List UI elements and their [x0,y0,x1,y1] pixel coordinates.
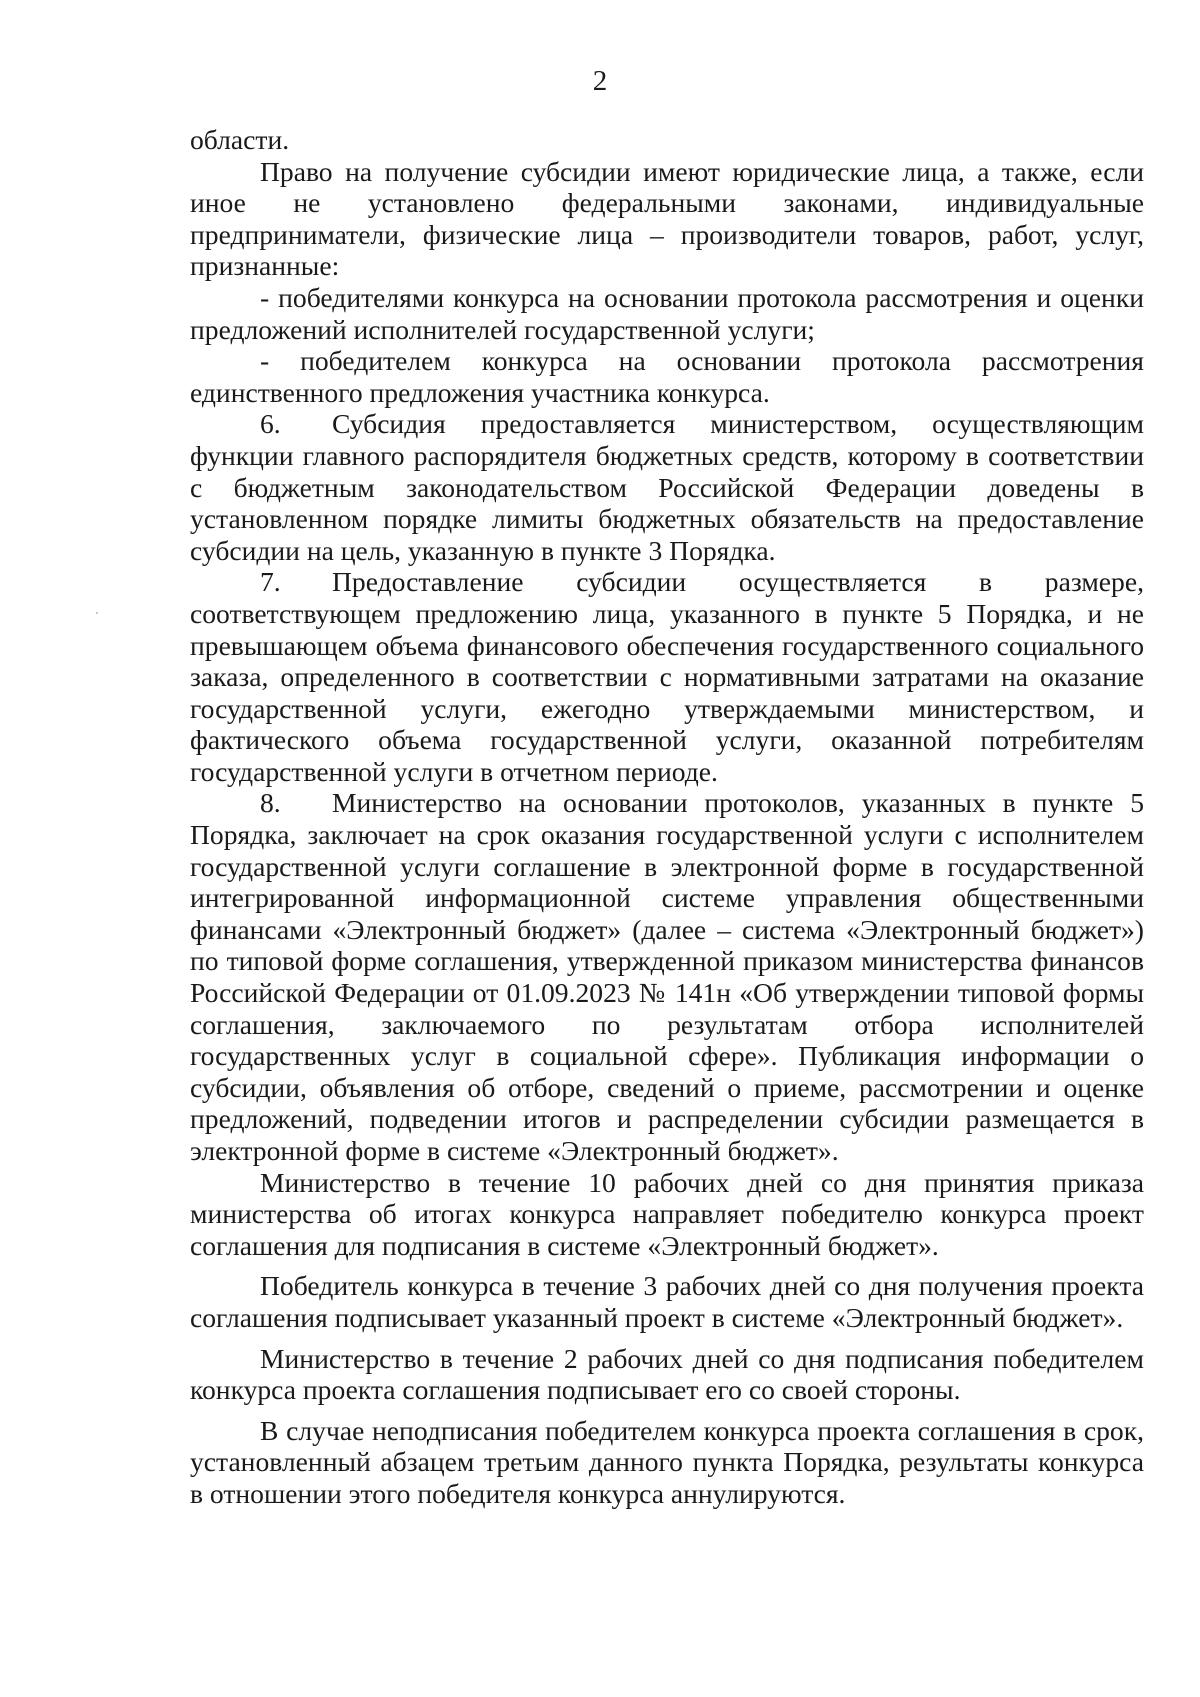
paragraph-continuation: области. [190,124,290,155]
clause-6 [190,408,1144,566]
paragraph-eligibility: Право на получение субсидии имеют юридические лица, а также, если иное не установлено федеральными законами, индивидуальные предприниматели, физические лица – производители товаров, работ, услуг, признанные: [190,155,1144,282]
clause-number: 6. [260,408,281,440]
clause-text: Предоставление субсидии осуществляется в размере, соответствующем предложению лица, указанного в пункте 5 Порядка, и не превышающем объема финансового обеспечения государственного социального заказа, определенного в соответствии с нормативными затратами на оказание государственной услуги, ежегодно утверждаемыми министерством, и фактического объема государственной услуги, оказанной потребителям государственной услуги в отчетном периоде. [190,566,1144,787]
paragraph-ministry-signs: Министерство в течение 2 рабочих дней со дня подписания победителем конкурса проекта соглашения подписывает его со своей стороны. [190,1342,1144,1406]
list-item-winners-evaluation: - победителями конкурса на основании протокола рассмотрения и оценки предложений исполнителей государственной услуги; [190,281,1144,345]
paragraph-ministry-sends-draft: Министерство в течение 10 рабочих дней со дня принятия приказа министерства об итогах конкурса направляет победителю конкурса проект соглашения для подписания в системе «Электронный бюджет». [190,1166,1144,1261]
page-number: 2 [592,65,608,97]
paragraph-annulment: В случае неподписания победителем конкурса проекта соглашения в срок, установленный абзацем третьим данного пункта Порядка, результаты конкурса в отношении этого победителя конкурса аннулируются. [190,1414,1144,1509]
scan-speck [96,612,98,614]
clause-7 [190,566,1144,787]
clause-number: 7. [260,566,281,598]
clause-text: Министерство на основании протоколов, указанных в пункте 5 Порядка, заключает на срок оказания государственной услуги с исполнителем государственной услуги соглашение в электронной форме в государственной интегрированной информационной системе управления общественными финансами «Электронный бюджет» (далее – система «Электронный бюджет») по типовой форме соглашения, утвержденной приказом министерства финансов Российской Федерации от 01.09.2023 № 141н «Об утверждении типовой формы соглашения, заключаемого по результатам отбора исполнителей государственных услуг в социальной сфере». Публикация информации о субсидии, объявления об отборе, сведений о приеме, рассмотрении и оценке предложений, подведении итогов и распределении субсидии размещается в электронной форме в системе «Электронный бюджет». [190,787,1144,1166]
clause-number: 8. [260,787,281,819]
clause-8 [190,787,1144,1166]
clause-text: Субсидия предоставляется министерством, осуществляющим функции главного распорядителя бюджетных средств, которому в соответствии с бюджетным законодательством Российской Федерации доведены в установленном порядке лимиты бюджетных обязательств на предоставление субсидии на цель, указанную в пункте 3 Порядка. [190,408,1144,566]
document-body [190,124,1144,1510]
list-item-winner-single-proposal: - победителем конкурса на основании протокола рассмотрения единственного предложения участника конкурса. [190,345,1144,408]
paragraph-winner-signs: Победитель конкурса в течение 3 рабочих дней со дня получения проекта соглашения подписывает указанный проект в системе «Электронный бюджет». [190,1270,1144,1333]
